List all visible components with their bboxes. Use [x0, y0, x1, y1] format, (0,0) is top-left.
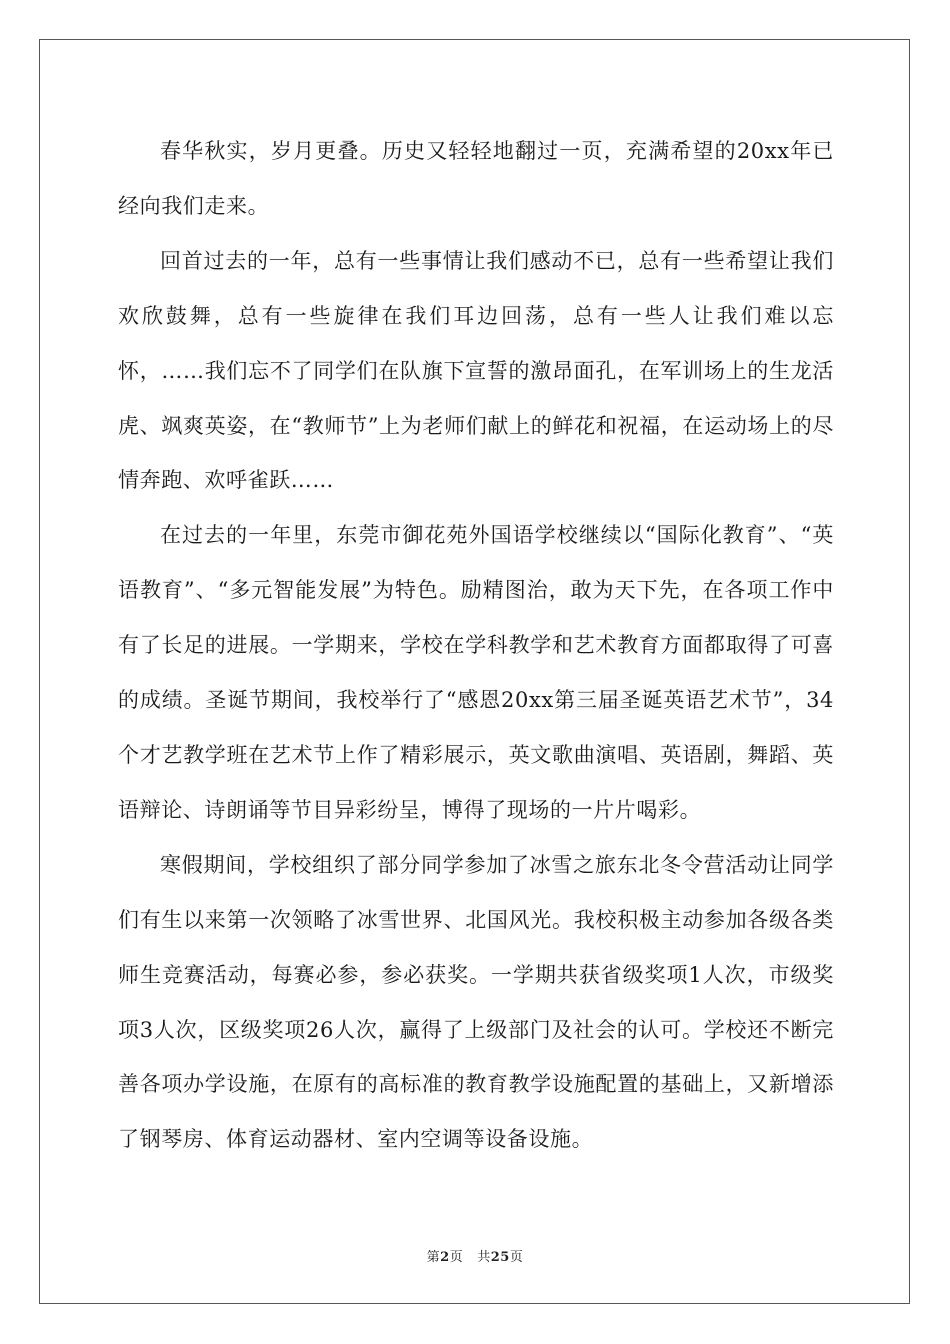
total-prefix: 共 — [477, 1250, 491, 1265]
document-body — [118, 124, 834, 1167]
page-prefix: 第 — [426, 1250, 441, 1265]
page-suffix: 页 — [449, 1250, 464, 1265]
total-pages: 25 — [490, 1250, 510, 1265]
total-suffix: 页 — [509, 1250, 524, 1265]
paragraph-1: 春华秋实，岁月更叠。历史又轻轻地翻过一页，充满希望的20xx年已经向我们走来。 — [118, 139, 834, 218]
paragraph-4: 寒假期间，学校组织了部分同学参加了冰雪之旅东北冬令营活动让同学们有生以来第一次领略了冰雪世界、北国风光。我校积极主动参加各级各类师生竞赛活动，每赛必参，参必获奖。一学期共获省级奖项1人次，市级奖项3人次，区级奖项26人次，赢得了上级部门及社会的认可。学校还不断完善各项办学设施，在原有的高标准的教育教学设施配置的基础上，又新增添了钢琴房、体育运动器材、室内空调等设备设施。 — [118, 852, 834, 1152]
page-number: 2 — [440, 1250, 450, 1265]
paragraph-2: 回首过去的一年，总有一些事情让我们感动不已，总有一些希望让我们欢欣鼓舞，总有一些旋律在我们耳边回荡，总有一些人让我们难以忘怀，……我们忘不了同学们在队旗下宣誓的激昂面孔，在军训场上的生龙活虎、飒爽英姿，在“教师节”上为老师们献上的鲜花和祝福，在运动场上的尽情奔跑、欢呼雀跃…… — [118, 248, 834, 493]
page-footer — [0, 1246, 950, 1265]
paragraph-3: 在过去的一年里，东莞市御花苑外国语学校继续以“国际化教育”、“英语教育”、“多元智能发展”为特色。励精图治，敢为天下先，在各项工作中有了长足的进展。一学期来，学校在学科教学和艺术教育方面都取得了可喜的成绩。圣诞节期间，我校举行了“感恩20xx第三届圣诞英语艺术节”，34个才艺教学班在艺术节上作了精彩展示，英文歌曲演唱、英语剧，舞蹈、英语辩论、诗朗诵等节目异彩纷呈，博得了现场的一片片喝彩。 — [118, 523, 834, 822]
